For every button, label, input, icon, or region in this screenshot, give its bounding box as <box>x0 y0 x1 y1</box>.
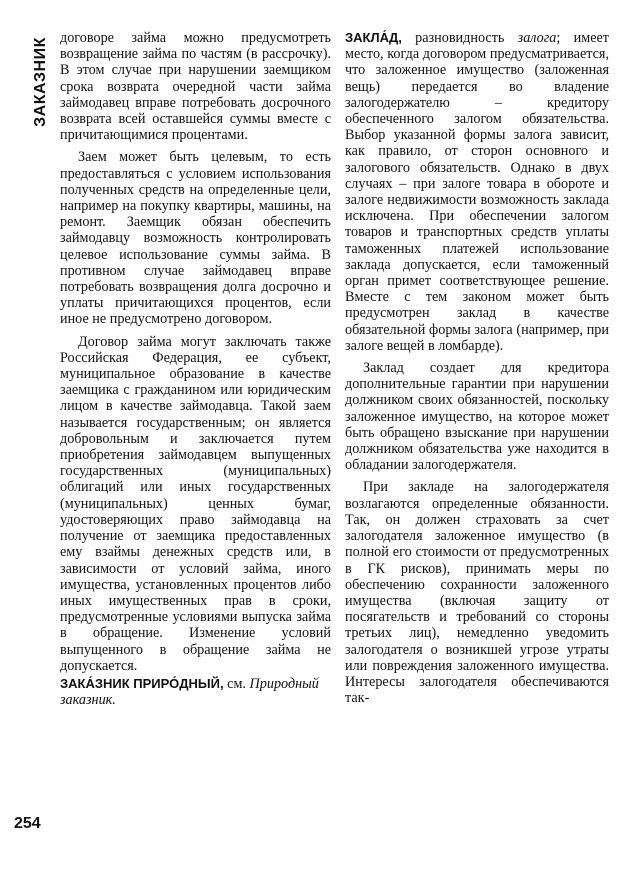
entry-term-zaklad: ЗАКЛА́Д, <box>345 30 402 45</box>
entry-zakaznik-prirodny <box>60 676 331 708</box>
entry-cross-reference-zalog[interactable]: залога <box>517 30 557 46</box>
left-paragraph-3: Договор займа могут заключать также Российская Федерация, ее субъект, муниципальное образование в качестве заемщика с гражданином или юридическим лицом в качестве займодавца. Такой заем называется государственным; он является добровольным и заключается путем приобретения займодавцем выпущенных государственных (муниципальных) облигаций или иных государственных (муниципальных) ценных бумаг, удостоверяющих право займодавца на получение от заемщика предоставленных ему взаймы денежных средств или, в зависимости от условий займа, иного имущества, установленных процентов либо иных имущественных прав в сроки, предусмотренные условиями выпуска займа в обращение. Изменение условий выпущенного в обращение займа не допускается. <box>60 333 331 674</box>
entry-cross-reference-link[interactable]: Природный заказник. <box>60 675 319 709</box>
right-paragraph-1: ; имеет место, когда договором предусматривается, что заложенное имущество (заложенная вещь) передается во владение залогодержателю – кредитору обеспеченного залогом обязательства. Выбор указанной формы залога зависит, как правило, от сторон основного и залогового обязательств. Однако в двух случаях – при залоге товара в обороте и залоге недвижимости возможность заклада исключена. При обеспечении залогом товаров и транспортных средств уплаты таможенных платежей использование заклада допускается, если таможенный орган примет соответствующее решение. Вместе с тем законом может быть предусмотрен заклад в качестве обязательной формы залога (например, при залоге вещей в ломбарде). <box>345 30 609 354</box>
page-number: 254 <box>14 815 41 832</box>
running-head-text: ЗАКАЗНИК <box>32 37 49 127</box>
entry-def-start: разновидность <box>401 30 518 46</box>
entry-see-label: см. <box>223 675 250 692</box>
right-column <box>345 30 609 706</box>
running-head <box>26 32 56 132</box>
right-paragraph-3: При закладе на залогодержателя возлагаются определенные обязанности. Так, он должен страховать за счет залогодателя заложенное имущество (в полной его стоимости от предусмотренных в ГК рисков), принимать меры по обеспечению сохранности заложенного имущества (включая защиту от посягательств и требований со стороны третьих лиц), немедленно уведомить залогодателя о возникшей угрозе утраты или повреждения заложенного имущества. Интересы залогодателя обеспечиваются так- <box>345 479 609 707</box>
entry-zaklad <box>345 30 609 354</box>
left-paragraph-1: договоре займа можно предусмотреть возвращение займа по частям (в рассрочку). В этом случае при нарушении заемщиком срока возврата очередной части займа займодавец вправе потребовать досрочного возврата всей оставшейся суммы вместе с причитающимися процентами. <box>60 30 331 144</box>
left-paragraph-2: Заем может быть целевым, то есть предоставляться с условием использования полученных средств на определенные цели, например на покупку квартиры, машины, на ремонт. Заемщик обязан обеспечить займодавцу возможность контролировать целевое использование суммы займа. В противном случае займодавец вправе потребовать возвращения долга досрочно и уплаты причитающихся процентов, если иное не предусмотрено договором. <box>60 149 331 328</box>
left-column <box>60 30 331 708</box>
right-paragraph-2: Заклад создает для кредитора дополнительные гарантии при нарушении должником своих обязанностей, поскольку заложенное имущество, на которое может быть обращено взыскание при нарушении должником обязательства уже находится в обладании залогодержателя. <box>345 360 609 474</box>
entry-term-zakaznik-prirodny: ЗАКА́ЗНИК ПРИРО́ДНЫЙ, <box>60 675 224 691</box>
